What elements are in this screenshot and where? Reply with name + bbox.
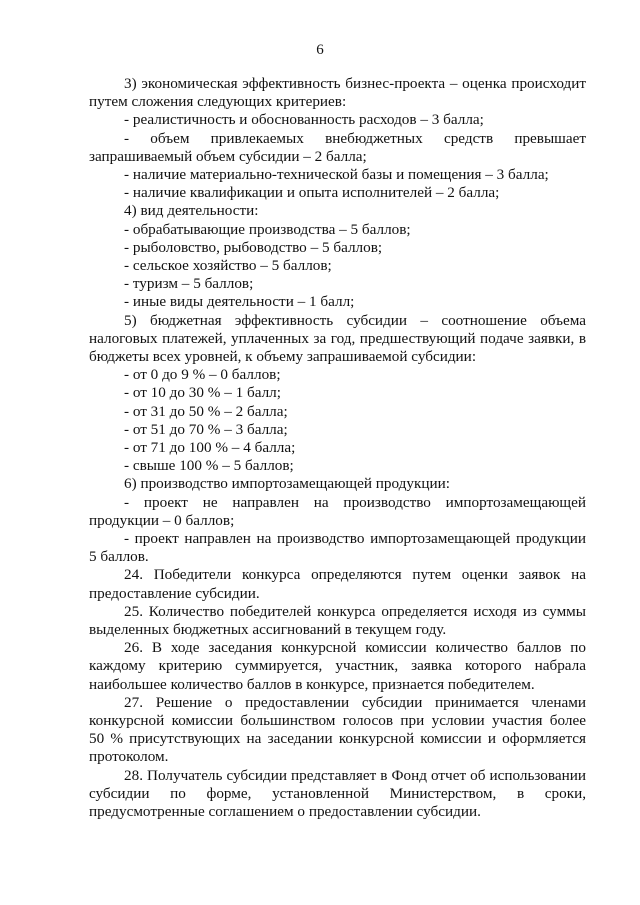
text-line: - от 71 до 100 % – 4 балла; [124, 439, 296, 456]
text-line: 50 % присутствующих на заседании конкурсной комиссии и оформляется [89, 730, 586, 748]
text-line: - проект не направлен на производство импортозамещающей [124, 493, 586, 511]
document-body [89, 75, 586, 821]
text-line: каждому критерию суммируется, участник, заявка которого набрала [89, 657, 586, 675]
text-line: налоговых платежей, уплаченных за год, предшествующий подаче заявки, в [89, 329, 586, 347]
text-line: - свыше 100 % – 5 баллов; [124, 457, 294, 475]
text-line: 6) производство импортозамещающей продукции: [124, 475, 450, 493]
text-line: - иные виды деятельности – 1 балл; [124, 293, 355, 311]
text-line: 27. Решение о предоставлении субсидии принимается членами [124, 693, 586, 711]
text-line: продукции – 0 баллов; [89, 511, 235, 529]
text-line: - от 31 до 50 % – 2 балла; [124, 402, 288, 420]
text-line: бюджеты всех уровней, к объему запрашиваемой субсидии: [89, 347, 477, 365]
text-line: - от 0 до 9 % – 0 баллов; [124, 366, 281, 384]
text-line: - от 51 до 70 % – 3 балла; [124, 420, 288, 438]
text-line: 4) вид деятельности: [124, 202, 259, 220]
text-line: - сельское хозяйство – 5 баллов; [124, 257, 332, 274]
text-line: 24. Победители конкурса определяются путем оценки заявок на [124, 566, 586, 584]
text-line: - реалистичность и обоснованность расходов – 3 балла; [124, 111, 484, 129]
text-line: 5) бюджетная эффективность субсидии – соотношение объема [124, 311, 586, 329]
text-line: запрашиваемый объем субсидии – 2 балла; [89, 147, 367, 165]
text-line: конкурсной комиссии большинством голосов при условии участия более [89, 711, 586, 729]
text-line: - проект направлен на производство импортозамещающей продукции [124, 530, 586, 547]
text-line: 5 баллов. [89, 548, 149, 566]
text-line: - от 10 до 30 % – 1 балл; [124, 384, 281, 402]
text-line: протоколом. [89, 748, 169, 766]
text-line: наибольшее количество баллов в конкурсе, признается победителем. [89, 675, 535, 693]
text-line: выделенных бюджетных ассигнований в текущем году. [89, 620, 447, 638]
text-line: субсидии по форме, установленной Министерством, в сроки, [89, 784, 586, 802]
text-line: - объем привлекаемых внебюджетных средств превышает [124, 129, 586, 147]
text-line: путем сложения следующих критериев: [89, 93, 347, 111]
text-line: 3) экономическая эффективность бизнес-проекта – оценка происходит [124, 75, 586, 92]
text-line: предоставление субсидии. [89, 584, 260, 602]
page-number: 6 [316, 42, 324, 58]
text-line: - наличие материально-технической базы и помещения – 3 балла; [124, 165, 549, 183]
text-line: 26. В ходе заседания конкурсной комиссии количество баллов по [124, 639, 586, 657]
text-line: 28. Получатель субсидии представляет в Фонд отчет об использовании [124, 766, 586, 784]
text-line: - рыболовство, рыбоводство – 5 баллов; [124, 238, 383, 256]
text-line: 25. Количество победителей конкурса определяется исходя из суммы [124, 602, 586, 620]
text-line: - наличие квалификации и опыта исполнителей – 2 балла; [124, 184, 500, 202]
text-line: предусмотренные соглашением о предоставлении субсидии. [89, 802, 481, 820]
text-line: - туризм – 5 баллов; [124, 275, 254, 293]
text-line: - обрабатывающие производства – 5 баллов; [124, 220, 411, 238]
